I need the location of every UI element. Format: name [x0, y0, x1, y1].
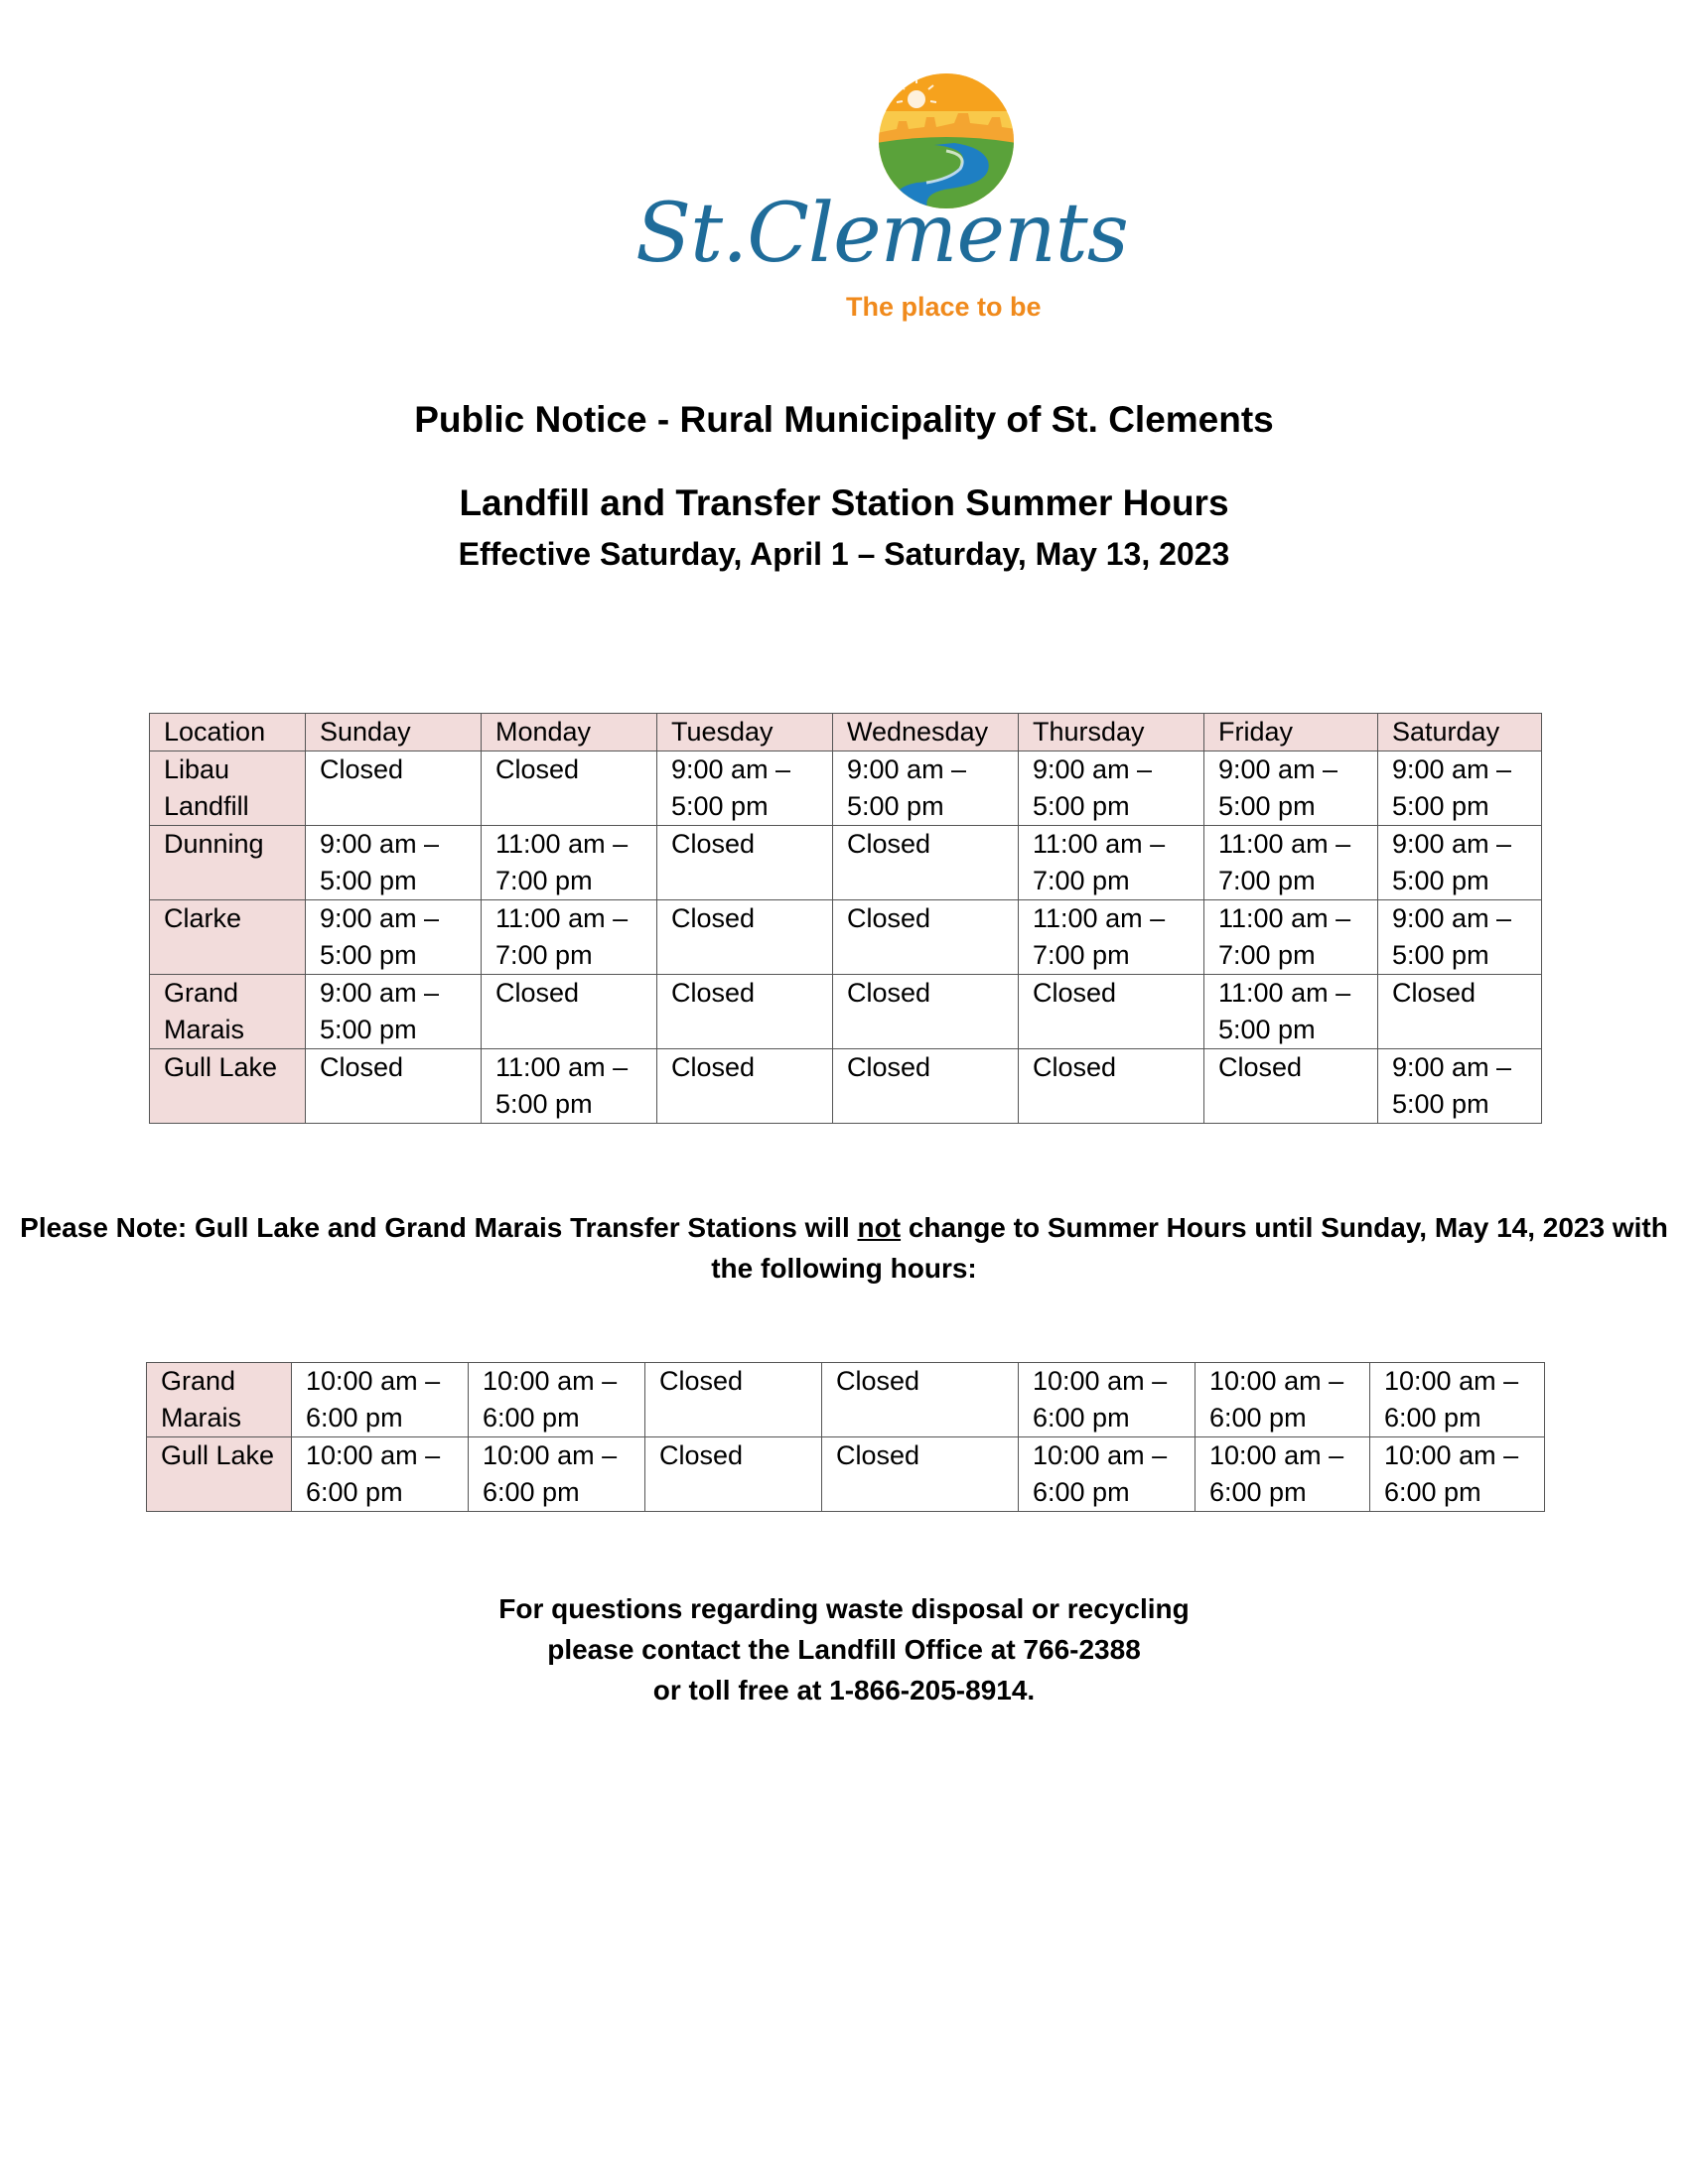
hours-cell: 10:00 am – 6:00 pm: [292, 1363, 469, 1437]
hours-cell: Closed: [822, 1437, 1019, 1512]
hours-cell: 9:00 am – 5:00 pm: [833, 751, 1019, 826]
please-note-paragraph: [0, 1207, 1688, 1289]
location-cell: Gull Lake: [147, 1437, 292, 1512]
hours-cell: 10:00 am – 6:00 pm: [469, 1363, 645, 1437]
contact-line: or toll free at 1-866-205-8914.: [652, 1675, 1036, 1706]
column-header: Tuesday: [657, 714, 833, 751]
hours-cell: 10:00 am – 6:00 pm: [1019, 1363, 1196, 1437]
table-row: [150, 900, 1542, 975]
hours-cell: 10:00 am – 6:00 pm: [469, 1437, 645, 1512]
column-header: Saturday: [1378, 714, 1542, 751]
hours-cell: 9:00 am – 5:00 pm: [1378, 1049, 1542, 1124]
table-header-row: [150, 714, 1542, 751]
location-cell: Gull Lake: [150, 1049, 306, 1124]
hours-cell: Closed: [1204, 1049, 1378, 1124]
hours-cell: 10:00 am – 6:00 pm: [1196, 1363, 1370, 1437]
column-header: Sunday: [306, 714, 482, 751]
hours-cell: Closed: [482, 751, 657, 826]
hours-cell: 11:00 am – 7:00 pm: [1019, 826, 1204, 900]
hours-cell: 9:00 am – 5:00 pm: [1378, 751, 1542, 826]
hours-cell: 11:00 am – 7:00 pm: [1204, 900, 1378, 975]
hours-cell: Closed: [1019, 975, 1204, 1049]
hours-cell: Closed: [833, 826, 1019, 900]
table-row: [147, 1363, 1545, 1437]
hours-cell: 9:00 am – 5:00 pm: [306, 975, 482, 1049]
location-cell: Libau Landfill: [150, 751, 306, 826]
table-row: [150, 751, 1542, 826]
table-row: [150, 826, 1542, 900]
summer-hours-table: [149, 713, 1542, 1124]
hours-cell: 10:00 am – 6:00 pm: [1019, 1437, 1196, 1512]
logo-wordmark: St.Clements: [635, 187, 1128, 281]
notice-subtitle: Landfill and Transfer Station Summer Hours: [459, 482, 1229, 523]
table-row: [147, 1437, 1545, 1512]
contact-line: please contact the Landfill Office at 766-2388: [547, 1634, 1141, 1665]
hours-cell: 9:00 am – 5:00 pm: [657, 751, 833, 826]
effective-dates: Effective Saturday, April 1 – Saturday, May 13, 2023: [458, 536, 1230, 572]
hours-cell: Closed: [833, 1049, 1019, 1124]
hours-cell: Closed: [657, 975, 833, 1049]
hours-cell: Closed: [482, 975, 657, 1049]
hours-cell: Closed: [1378, 975, 1542, 1049]
hours-cell: Closed: [833, 975, 1019, 1049]
hours-cell: Closed: [306, 751, 482, 826]
hours-cell: 10:00 am – 6:00 pm: [1370, 1363, 1545, 1437]
logo-tagline: The place to be: [846, 292, 1042, 322]
hours-cell: Closed: [1019, 1049, 1204, 1124]
hours-cell: 9:00 am – 5:00 pm: [1378, 826, 1542, 900]
note-prefix: Please Note: Gull Lake and Grand Marais Transfer Stations will: [20, 1212, 858, 1243]
contact-info: [0, 1588, 1688, 1710]
hours-cell: 11:00 am – 7:00 pm: [482, 826, 657, 900]
location-cell: Grand Marais: [150, 975, 306, 1049]
hours-cell: Closed: [657, 826, 833, 900]
st-clements-logo: [635, 68, 1128, 336]
hours-cell: 11:00 am – 7:00 pm: [1019, 900, 1204, 975]
hours-cell: Closed: [645, 1437, 822, 1512]
hours-cell: 9:00 am – 5:00 pm: [1378, 900, 1542, 975]
column-header: Friday: [1204, 714, 1378, 751]
hours-cell: 11:00 am – 7:00 pm: [1204, 826, 1378, 900]
column-header: Monday: [482, 714, 657, 751]
hours-cell: 11:00 am – 7:00 pm: [482, 900, 657, 975]
hours-cell: 9:00 am – 5:00 pm: [306, 900, 482, 975]
contact-line: For questions regarding waste disposal or recycling: [498, 1593, 1190, 1624]
note-suffix: change to Summer Hours until Sunday, May 14, 2023 with the following hours:: [711, 1212, 1668, 1284]
hours-cell: 10:00 am – 6:00 pm: [292, 1437, 469, 1512]
hours-cell: 10:00 am – 6:00 pm: [1196, 1437, 1370, 1512]
table-row: [150, 1049, 1542, 1124]
note-emphasis: not: [857, 1212, 902, 1243]
hours-cell: Closed: [657, 900, 833, 975]
column-header: Wednesday: [833, 714, 1019, 751]
hours-cell: 11:00 am – 5:00 pm: [482, 1049, 657, 1124]
location-cell: Dunning: [150, 826, 306, 900]
location-cell: Clarke: [150, 900, 306, 975]
hours-cell: 10:00 am – 6:00 pm: [1370, 1437, 1545, 1512]
column-header: Location: [150, 714, 306, 751]
hours-cell: Closed: [833, 900, 1019, 975]
column-header: Thursday: [1019, 714, 1204, 751]
hours-cell: 11:00 am – 5:00 pm: [1204, 975, 1378, 1049]
hours-cell: Closed: [657, 1049, 833, 1124]
hours-cell: 9:00 am – 5:00 pm: [1019, 751, 1204, 826]
interim-hours-table: [146, 1362, 1545, 1512]
hours-cell: 9:00 am – 5:00 pm: [306, 826, 482, 900]
table-row: [150, 975, 1542, 1049]
hours-cell: 9:00 am – 5:00 pm: [1204, 751, 1378, 826]
location-cell: Grand Marais: [147, 1363, 292, 1437]
notice-title: Public Notice - Rural Municipality of St. Clements: [414, 399, 1274, 440]
hours-cell: Closed: [645, 1363, 822, 1437]
hours-cell: Closed: [306, 1049, 482, 1124]
hours-cell: Closed: [822, 1363, 1019, 1437]
